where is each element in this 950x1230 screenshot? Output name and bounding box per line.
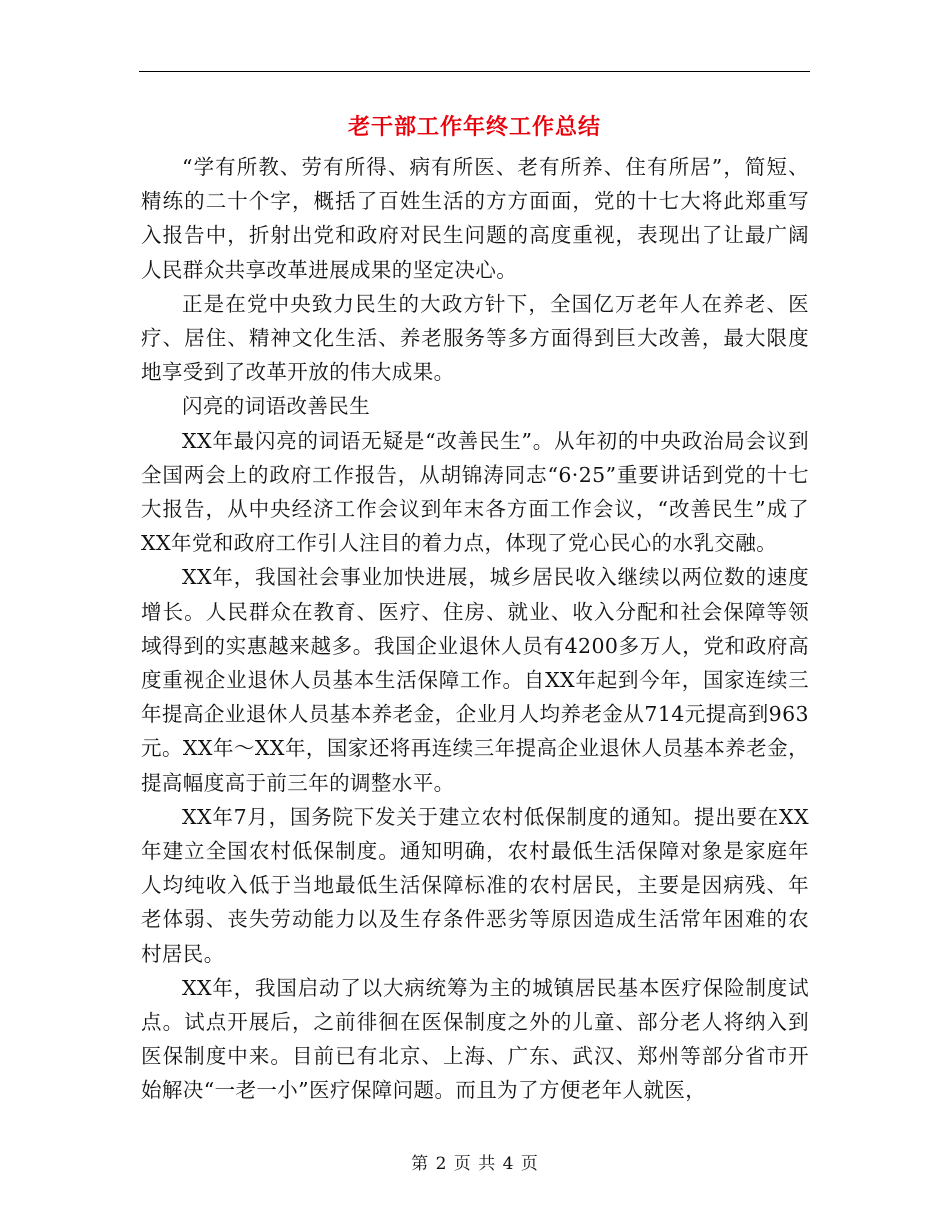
header-rule [139, 71, 810, 72]
paragraph-5: XX年7月，国务院下发关于建立农村低保制度的通知。提出要在XX年建立全国农村低保制度。通知明确，农村最低生活保障对象是家庭年人均纯收入低于当地最低生活保障标准的农村居民，主要是因病残、年老体弱、丧失劳动能力以及生存条件恶劣等原因造成生活常年困难的农村居民。 [141, 804, 809, 966]
paragraph-6: XX年，我国启动了以大病统筹为主的城镇居民基本医疗保险制度试点。试点开展后，之前徘徊在医保制度之外的儿童、部分老人将纳入到医保制度中来。目前已有北京、上海、广东、武汉、郑州等部分省市开始解决“一老一小”医疗保障问题。而且为了方便老年人就医， [141, 975, 809, 1103]
paragraph-2: 正是在党中央致力民生的大政方针下，全国亿万老年人在养老、医疗、居住、精神文化生活、养老服务等多方面得到巨大改善，最大限度地享受到了改革开放的伟大成果。 [141, 291, 809, 385]
paragraph-1: “学有所教、劳有所得、病有所医、老有所养、住有所居”，简短、精练的二十个字，概括了百姓生活的方方面面，党的十七大将此郑重写入报告中，折射出党和政府对民生问题的高度重视，表现出了让最广阔人民群众共享改革进展成果的坚定决心。 [141, 155, 809, 282]
paragraph-4: XX年，我国社会事业加快进展，城乡居民收入继续以两位数的速度增长。人民群众在教育、医疗、住房、就业、收入分配和社会保障等领域得到的实惠越来越多。我国企业退休人员有4200多万人，党和政府高度重视企业退休人员基本生活保障工作。自XX年起到今年，国家连续三年提高企业退休人员基本养老金，企业月人均养老金从714元提高到963元。XX年～XX年，国家还将再连续三年提高企业退休人员基本养老金，提高幅度高于前三年的调整水平。 [141, 565, 809, 795]
document-title: 老干部工作年终工作总结 [347, 114, 601, 140]
paragraph-3: XX年最闪亮的词语无疑是“改善民生”。从年初的中央政治局会议到全国两会上的政府工作报告，从胡锦涛同志“6·25”重要讲话到党的十七大报告，从中央经济工作会议到年末各方面工作会议，“改善民生”成了XX年党和政府工作引人注目的着力点，体现了党心民心的水乳交融。 [141, 428, 809, 556]
section-heading: 闪亮的词语改善民生 [182, 394, 371, 419]
document-body [141, 150, 809, 1108]
page-number: 第 2 页 共 4 页 [411, 1154, 539, 1174]
